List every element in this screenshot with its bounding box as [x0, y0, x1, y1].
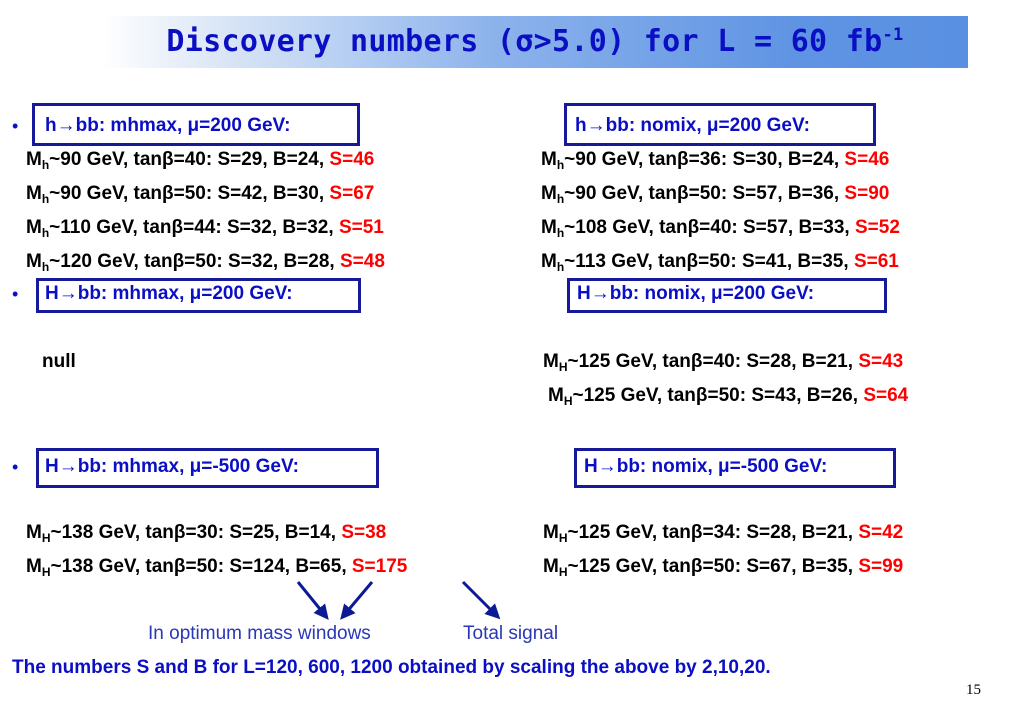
section-header-right-2: H→bb: nomix, μ=200 GeV:: [577, 283, 815, 304]
arrow-to-b-value: [345, 582, 372, 614]
page-number: 15: [966, 682, 981, 698]
slide-title: Discovery numbers (σ>5.0) for L = 60 $fb^{-1}$: [166, 24, 904, 59]
data-row: $M_h\sim 110$ GeV, tanβ=44: S=32, B=32, S=51: [26, 217, 384, 240]
data-row: $M_H\sim 125$ GeV, tanβ=50: S=43, B=26, S=64: [548, 385, 909, 408]
section-header-left-3: H→bb: mhmax, μ=-500 GeV:: [45, 456, 299, 477]
data-row: $M_H\sim 125$ GeV, tanβ=40: S=28, B=21, S=43: [543, 351, 904, 374]
data-row: $M_h\sim 90$ GeV, tanβ=50: S=57, B=36, S=90: [541, 183, 890, 206]
bullet: •: [12, 116, 19, 136]
bullet: •: [12, 284, 19, 304]
section-header-right-3: H→bb: nomix, μ=-500 GeV:: [584, 456, 828, 477]
section-header-left-2: H→bb: mhmax, μ=200 GeV:: [45, 283, 293, 304]
arrow-to-s-value: [298, 582, 324, 614]
null-label: null: [42, 351, 76, 372]
arrow-to-total-signal: [463, 582, 495, 614]
data-row: $M_H\sim 125$ GeV, tanβ=50: S=67, B=35, S=99: [543, 556, 904, 579]
section-header-right-1: h→bb: nomix, μ=200 GeV:: [575, 115, 810, 136]
data-row: $M_H\sim 138$ GeV, tanβ=30: S=25, B=14, S=38: [26, 522, 387, 545]
data-row: $M_h\sim 90$ GeV, tanβ=40: S=29, B=24, S=46: [26, 149, 375, 172]
data-row: $M_h\sim 120$ GeV, tanβ=50: S=32, B=28, S=48: [26, 251, 385, 274]
bullet: •: [12, 457, 19, 477]
data-row: $M_h\sim 90$ GeV, tanβ=36: S=30, B=24, S=46: [541, 149, 890, 172]
data-row: $M_h\sim 108$ GeV, tanβ=40: S=57, B=33, S=52: [541, 217, 900, 240]
data-row: $M_h\sim 90$ GeV, tanβ=50: S=42, B=30, S=67: [26, 183, 375, 206]
section-header-left-1: h→bb: mhmax, μ=200 GeV:: [45, 115, 291, 136]
footer-note: The numbers S and B for L=120, 600, 1200 obtained by scaling the above by 2,10,20.: [12, 657, 771, 678]
data-row: $M_H\sim 138$ GeV, tanβ=50: S=124, B=65, S=175: [26, 556, 408, 579]
data-row: $M_H\sim 125$ GeV, tanβ=34: S=28, B=21, S=42: [543, 522, 904, 545]
data-row: $M_h\sim 113$ GeV, tanβ=50: S=41, B=35, S=61: [541, 251, 899, 274]
total-signal-note: Total signal: [463, 623, 559, 644]
optimum-note: In optimum mass windows: [148, 623, 371, 644]
